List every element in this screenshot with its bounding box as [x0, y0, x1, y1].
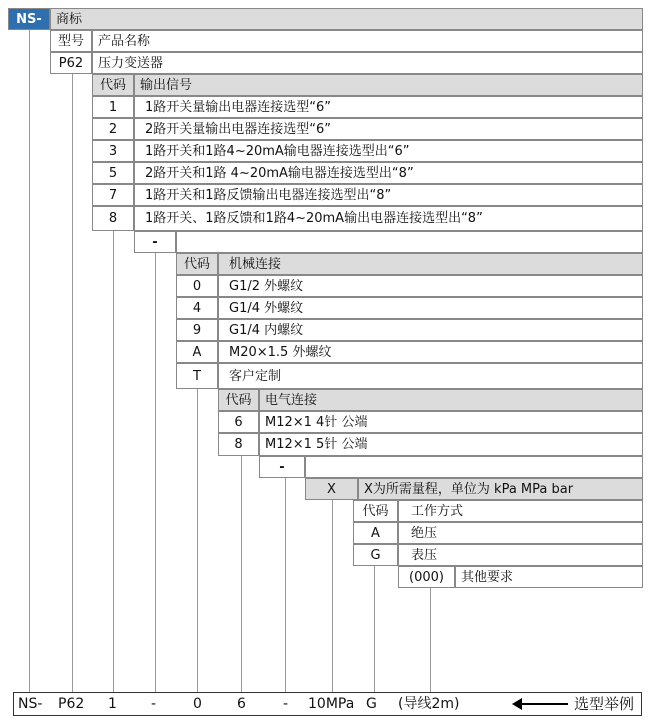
example-part-dash: - [283, 696, 289, 712]
output-desc: 1路开关、1路反馈和1路4~20mA输出电器连接选型出“8” [134, 206, 643, 231]
mode-desc: 绝压 [398, 522, 643, 544]
mechanical-code: 4 [176, 297, 218, 319]
mechanical-desc: G1/2 外螺纹 [218, 275, 643, 297]
range-code: X [305, 478, 358, 500]
output-code: 3 [92, 140, 134, 162]
connector-line-dash2 [285, 478, 286, 692]
electrical-desc: M12×1 5针 公端 [259, 433, 643, 456]
output-header-code: 代码 [92, 74, 134, 96]
mechanical-desc: G1/4 外螺纹 [218, 297, 643, 319]
example-part-dash: - [151, 696, 157, 712]
example-part-mechanical: 0 [193, 696, 202, 712]
electrical-header-name: 电气连接 [259, 389, 643, 411]
electrical-header-code: 代码 [218, 389, 259, 411]
connector-line-dash1 [155, 253, 156, 692]
mechanical-header-name: 机械连接 [218, 253, 643, 275]
connector-line-other [430, 588, 431, 692]
trademark-label: 商标 [50, 8, 643, 30]
mode-header-code: 代码 [353, 500, 398, 522]
model-header-code: 型号 [50, 30, 92, 52]
connector-line-model [72, 74, 73, 692]
other-desc: 其他要求 [455, 566, 643, 588]
mechanical-code: A [176, 341, 218, 363]
output-code: 2 [92, 118, 134, 140]
mode-desc: 表压 [398, 544, 643, 566]
mode-code: A [353, 522, 398, 544]
separator-dash: - [259, 456, 305, 478]
mechanical-desc: G1/4 内螺纹 [218, 319, 643, 341]
connector-line-mode [374, 566, 375, 692]
output-code: 1 [92, 96, 134, 118]
model-code: P62 [50, 52, 92, 74]
range-desc: X为所需量程，单位为 kPa MPa bar [358, 478, 643, 500]
output-desc: 1路开关和1路4~20mA输电器连接选型出“6” [134, 140, 643, 162]
mechanical-header-code: 代码 [176, 253, 218, 275]
output-header-name: 输出信号 [134, 74, 643, 96]
separator-dash: - [134, 231, 176, 253]
mechanical-code: 0 [176, 275, 218, 297]
model-header-name: 产品名称 [92, 30, 643, 52]
mode-code: G [353, 544, 398, 566]
connector-line-ns [29, 30, 30, 692]
output-code: 7 [92, 184, 134, 206]
output-desc: 2路开关和1路 4~20mA输电器连接选型出“8” [134, 162, 643, 184]
mechanical-code: T [176, 363, 218, 389]
mechanical-code: 9 [176, 319, 218, 341]
mechanical-desc: M20×1.5 外螺纹 [218, 341, 643, 363]
example-part-mode: G [366, 696, 377, 712]
prefix-badge: NS- [8, 8, 50, 30]
mode-header-name: 工作方式 [398, 500, 643, 522]
arrow-left-icon-shaft [520, 703, 568, 705]
output-desc: 1路开关和1路反馈输出电器连接选型出“8” [134, 184, 643, 206]
example-part-model: P62 [58, 696, 85, 712]
electrical-code: 8 [218, 433, 259, 456]
model-name: 压力变送器 [92, 52, 643, 74]
separator-row [176, 231, 643, 253]
connector-line-electrical [241, 456, 242, 692]
output-code: 8 [92, 206, 134, 231]
connector-line-range [332, 500, 333, 692]
connector-line-mechanical [197, 389, 198, 692]
other-code: (000) [398, 566, 455, 588]
example-part-electrical: 6 [237, 696, 246, 712]
output-desc: 2路开关量输出电器连接选型“6” [134, 118, 643, 140]
separator-row [305, 456, 643, 478]
electrical-desc: M12×1 4针 公端 [259, 411, 643, 433]
electrical-code: 6 [218, 411, 259, 433]
example-part-other: (导线2m) [398, 696, 460, 712]
connector-line-output [113, 231, 114, 692]
output-code: 5 [92, 162, 134, 184]
output-desc: 1路开关量输出电器连接选型“6” [134, 96, 643, 118]
example-part-output: 1 [108, 696, 117, 712]
example-part-prefix: NS- [18, 696, 43, 712]
example-label: 选型举例 [574, 695, 635, 713]
example-part-range: 10MPa [308, 696, 355, 712]
mechanical-desc: 客户定制 [218, 363, 643, 389]
